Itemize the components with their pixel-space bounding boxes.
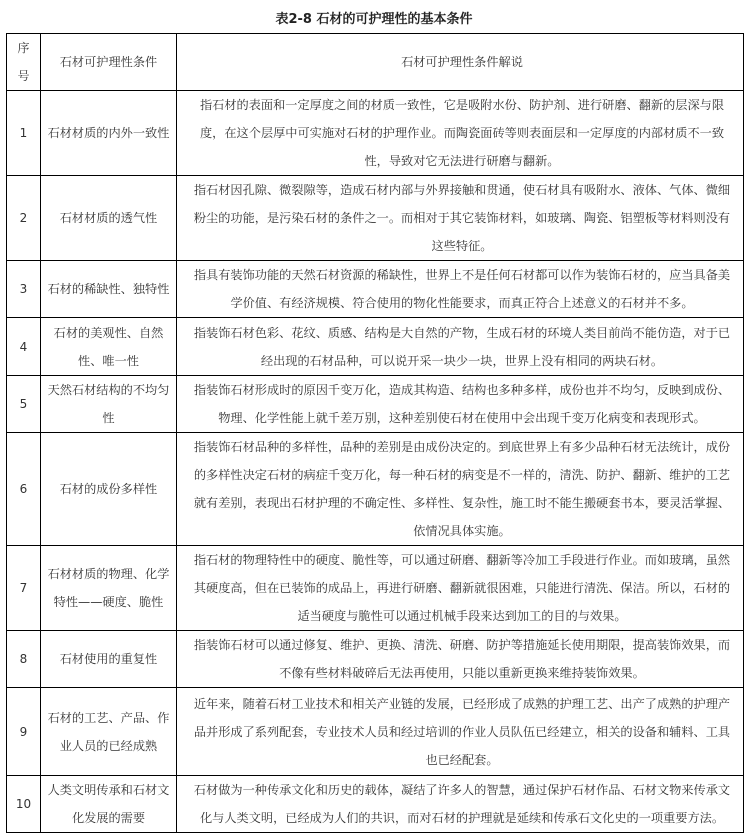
row-condition: 天然石材结构的不均匀性 [41, 376, 177, 433]
row-no: 6 [7, 433, 41, 546]
table-header-row [7, 34, 744, 91]
row-no: 2 [7, 176, 41, 261]
row-condition: 石材的美观性、自然性、唯一性 [41, 318, 177, 376]
row-explanation: 指石材的表面和一定厚度之间的材质一致性，它是吸附水份、防护剂、进行研磨、翻新的层深与限度，在这个层厚中可实施对石材的护理作业。而陶瓷面砖等则表面层和一定厚度的内部材质不一致性，导致对它无法进行研磨与翻新。 [177, 91, 744, 176]
row-condition: 石材的工艺、产品、作业人员的已经成熟 [41, 688, 177, 776]
stone-care-conditions-table [6, 33, 744, 833]
header-no-line1: 序 [17, 41, 30, 55]
table-row [7, 776, 744, 833]
row-condition: 石材的稀缺性、独特性 [41, 261, 177, 318]
row-no: 3 [7, 261, 41, 318]
table-row [7, 546, 744, 631]
row-explanation: 指石材的物理特性中的硬度、脆性等，可以通过研磨、翻新等冷加工手段进行作业。而如玻璃，虽然其硬度高，但在已装饰的成品上，再进行研磨、翻新就很困难，只能进行清洗、保洁。所以，石材的适当硬度与脆性可以通过机械手段来达到加工的目的与效果。 [177, 546, 744, 631]
row-explanation: 指装饰石材品种的多样性，品种的差别是由成份决定的。到底世界上有多少品种石材无法统计，成份的多样性决定石材的病症千变万化，每一种石材的病变是不一样的，清洗、防护、翻新、维护的工艺就有差别，表现出石材护理的不确定性、多样性、复杂性，施工时不能生搬硬套书本，要灵活掌握、依情况具体实施。 [177, 433, 744, 546]
header-explanation: 石材可护理性条件解说 [177, 34, 744, 91]
row-condition: 石材的成份多样性 [41, 433, 177, 546]
table-title: 表2-8 石材的可护理性的基本条件 [275, 12, 473, 27]
row-condition: 石材材质的内外一致性 [41, 91, 177, 176]
header-no-line2: 号 [17, 69, 30, 83]
row-no: 9 [7, 688, 41, 776]
row-condition: 人类文明传承和石材文化发展的需要 [41, 776, 177, 833]
row-no: 1 [7, 91, 41, 176]
row-no: 8 [7, 631, 41, 688]
table-row [7, 376, 744, 433]
row-condition: 石材材质的透气性 [41, 176, 177, 261]
row-explanation: 指装饰石材色彩、花纹、质感、结构是大自然的产物，生成石材的环境人类目前尚不能仿造，对于已经出现的石材品种，可以说开采一块少一块，世界上没有相同的两块石材。 [177, 318, 744, 376]
table-row [7, 688, 744, 776]
header-condition: 石材可护理性条件 [41, 34, 177, 91]
row-no: 7 [7, 546, 41, 631]
row-explanation: 指装饰石材形成时的原因千变万化，造成其构造、结构也多种多样，成份也并不均匀，反映到成份、物理、化学性能上就千差万别，这种差别使石材在使用中会出现千变万化病变和表现形式。 [177, 376, 744, 433]
row-no: 4 [7, 318, 41, 376]
header-no [7, 34, 41, 91]
table-row [7, 631, 744, 688]
row-explanation: 石材做为一种传承文化和历史的载体，凝结了许多人的智慧，通过保护石材作品、石材文物来传承文化与人类文明，已经成为人们的共识，而对石材的护理就是延续和传承石文化史的一项重要方法。 [177, 776, 744, 833]
row-explanation: 近年来，随着石材工业技术和相关产业链的发展，已经形成了成熟的护理工艺、出产了成熟的护理产品并形成了系列配套，专业技术人员和经过培训的作业人员队伍已经建立，相关的设备和辅料、工具也已经配套。 [177, 688, 744, 776]
table-row [7, 433, 744, 546]
table-row [7, 176, 744, 261]
row-no: 10 [7, 776, 41, 833]
table-row [7, 91, 744, 176]
table-row [7, 261, 744, 318]
row-explanation: 指具有装饰功能的天然石材资源的稀缺性，世界上不是任何石材都可以作为装饰石材的，应当具备美学价值、有经济规模、符合使用的物化性能要求，而真正符合上述意义的石材并不多。 [177, 261, 744, 318]
row-explanation: 指装饰石材可以通过修复、维护、更换、清洗、研磨、防护等措施延长使用期限，提高装饰效果，而不像有些材料破碎后无法再使用，只能以重新更换来维持装饰效果。 [177, 631, 744, 688]
row-no: 5 [7, 376, 41, 433]
row-condition: 石材使用的重复性 [41, 631, 177, 688]
row-condition: 石材材质的物理、化学特性——硬度、脆性 [41, 546, 177, 631]
row-explanation: 指石材因孔隙、微裂隙等，造成石材内部与外界接触和贯通，使石材具有吸附水、液体、气体、微细粉尘的功能，是污染石材的条件之一。而相对于其它装饰材料，如玻璃、陶瓷、铝塑板等材料则没有这些特征。 [177, 176, 744, 261]
table-row [7, 318, 744, 376]
